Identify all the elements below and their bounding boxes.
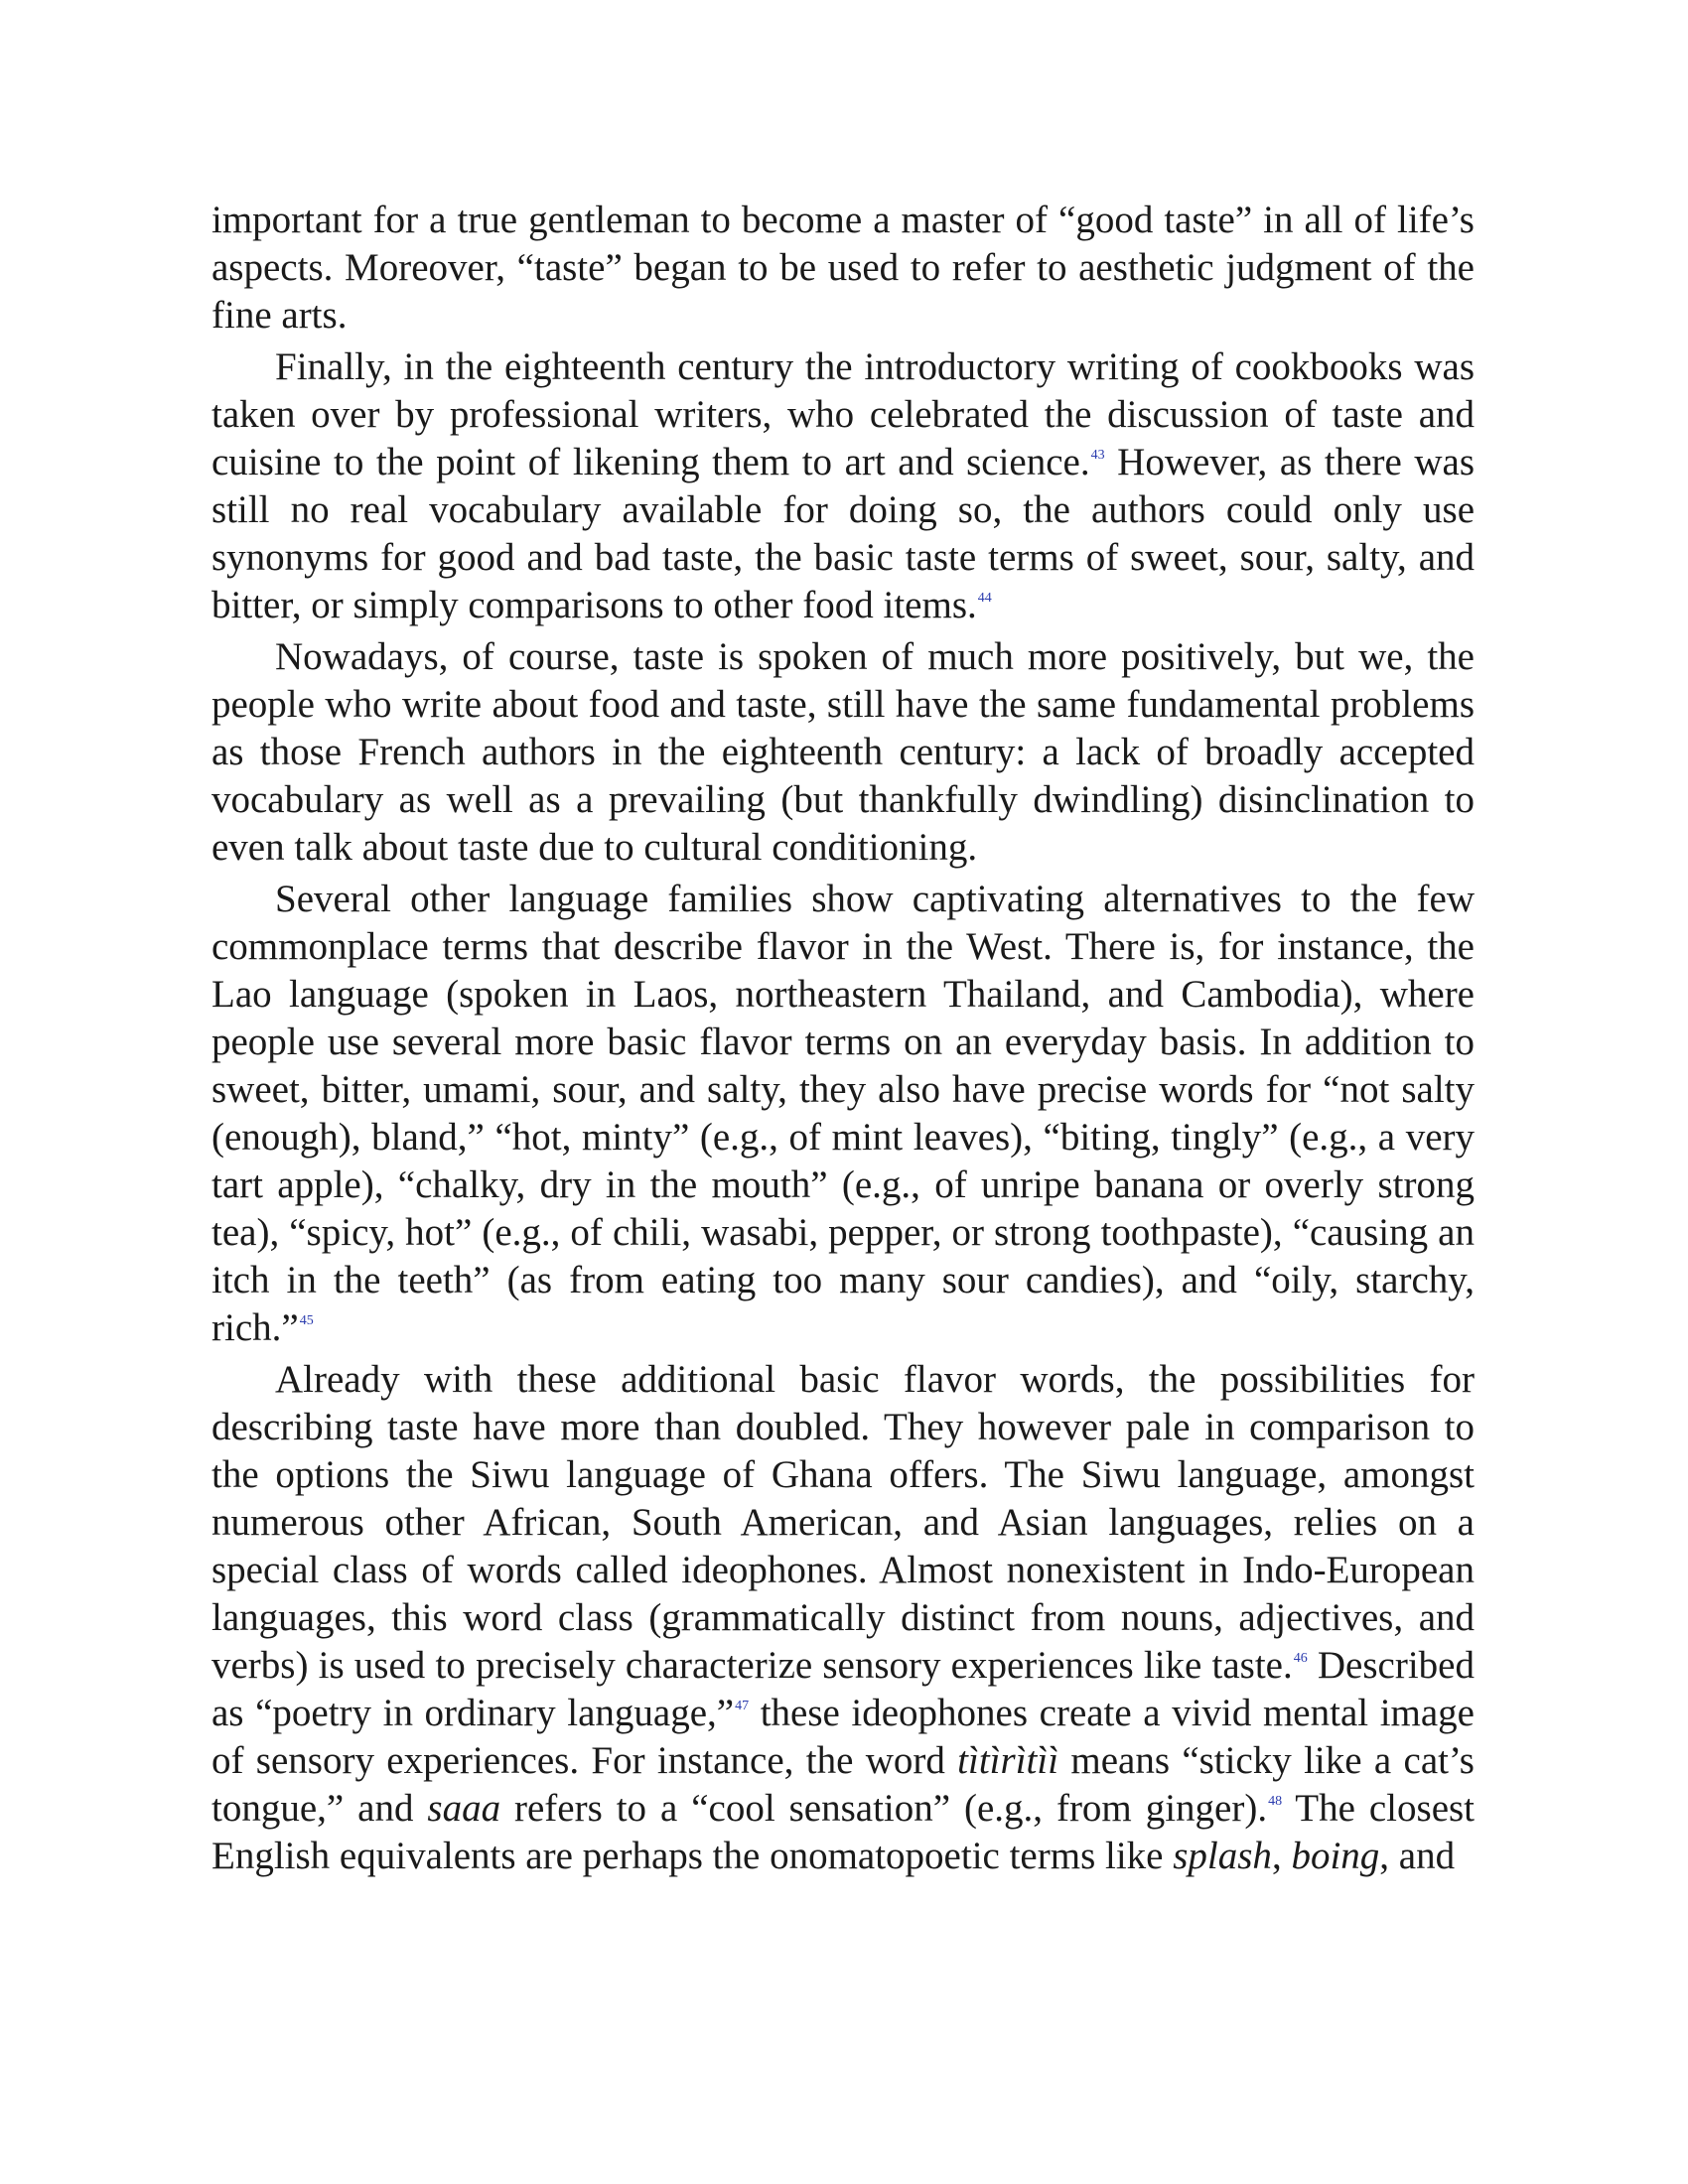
paragraph-text: Several other language families show captivating alternatives to the few commonplace terms that describe flavor in the West. There is, for instance, the Lao language (spoken in Laos, northeastern Thailand, and Cambodia), where people use several more basic flavor terms on an everyday basis. In addition to sweet, bitter, umami, sour, and salty, they also have precise words for “not salty (enough), bland,” “hot, minty” (e.g., of mint leaves), “biting, tingly” (e.g., a very tart apple), “chalky, dry in the mouth” (e.g., of unripe banana or overly strong tea), “spicy, hot” (e.g., of chili, wasabi, pepper, or strong toothpaste), “causing an itch in the teeth” (as from eating too many sour candies), and “oily, starchy, rich.” — [211, 878, 1475, 1349]
paragraph-2 — [211, 343, 1475, 629]
footnote-ref-43[interactable]: 43 — [1090, 448, 1105, 463]
italic-term: splash — [1173, 1835, 1272, 1877]
paragraph-text: Already with these additional basic flavor words, the possibilities for describing taste have more than doubled. They however pale in comparison to the options the Siwu language of Ghana offers. The Siwu language, amongst numerous other African, South American, and Asian languages, relies on a special class of words called ideophones. Almost nonexistent in Indo-European languages, this word class (grammatically distinct from nouns, adjectives, and verbs) is used to precisely characterize sensory experiences like taste. — [211, 1358, 1475, 1687]
paragraph-text: The closest English equivalents are perhaps the onomatopoetic terms like — [211, 1787, 1476, 1877]
paragraph-text: these ideophones create a vivid mental image of sensory experiences. For instance, the word — [211, 1692, 1475, 1782]
paragraph-1 — [211, 197, 1475, 340]
footnote-ref-46[interactable]: 46 — [1293, 1651, 1308, 1666]
paragraph-text: Finally, in the eighteenth century the introductory writing of cookbooks was taken over by professional writers, who celebrated the discussion of taste and cuisine to the point of likening them to art and science. — [211, 345, 1475, 483]
footnote-ref-47[interactable]: 47 — [735, 1699, 750, 1713]
paragraph-text: Described as “poetry in ordinary language,” — [211, 1644, 1475, 1734]
paragraph-text: However, as there was still no real vocabulary available for doing so, the authors could only use synonyms for good and bad taste, the basic taste terms of sweet, sour, salty, and bitter, or simply comparisons to other food items. — [211, 441, 1476, 626]
paragraph-text: important for a true gentleman to become a master of “good taste” in all of life’s aspects. Moreover, “taste” began to be used to refer to aesthetic judgment of the fine arts. — [211, 199, 1475, 337]
paragraph-text: , and — [1379, 1835, 1456, 1877]
paragraph-text: , — [1271, 1835, 1292, 1877]
footnote-ref-45[interactable]: 45 — [299, 1313, 314, 1328]
italic-term: saaa — [427, 1787, 501, 1830]
paragraph-text: Nowadays, of course, taste is spoken of much more positively, but we, the people who write about food and taste, still have the same fundamental problems as those French authors in the eighteenth century: a lack of broadly accepted vocabulary as well as a prevailing (but thankfully dwindling) disinclination to even talk about taste due to cultural conditioning. — [211, 635, 1475, 869]
paragraph-text: refers to a “cool sensation” (e.g., from ginger). — [500, 1787, 1268, 1830]
italic-term: tìtìrìtìì — [957, 1739, 1059, 1782]
paragraph-3 — [211, 633, 1475, 872]
paragraph-5 — [211, 1356, 1475, 1880]
paragraph-text: means “sticky like a cat’s tongue,” and — [211, 1739, 1475, 1830]
italic-term: boing — [1291, 1835, 1380, 1877]
footnote-ref-44[interactable]: 44 — [977, 591, 992, 606]
footnote-ref-48[interactable]: 48 — [1268, 1794, 1283, 1809]
paragraph-4 — [211, 876, 1475, 1352]
page-body — [211, 197, 1475, 1884]
